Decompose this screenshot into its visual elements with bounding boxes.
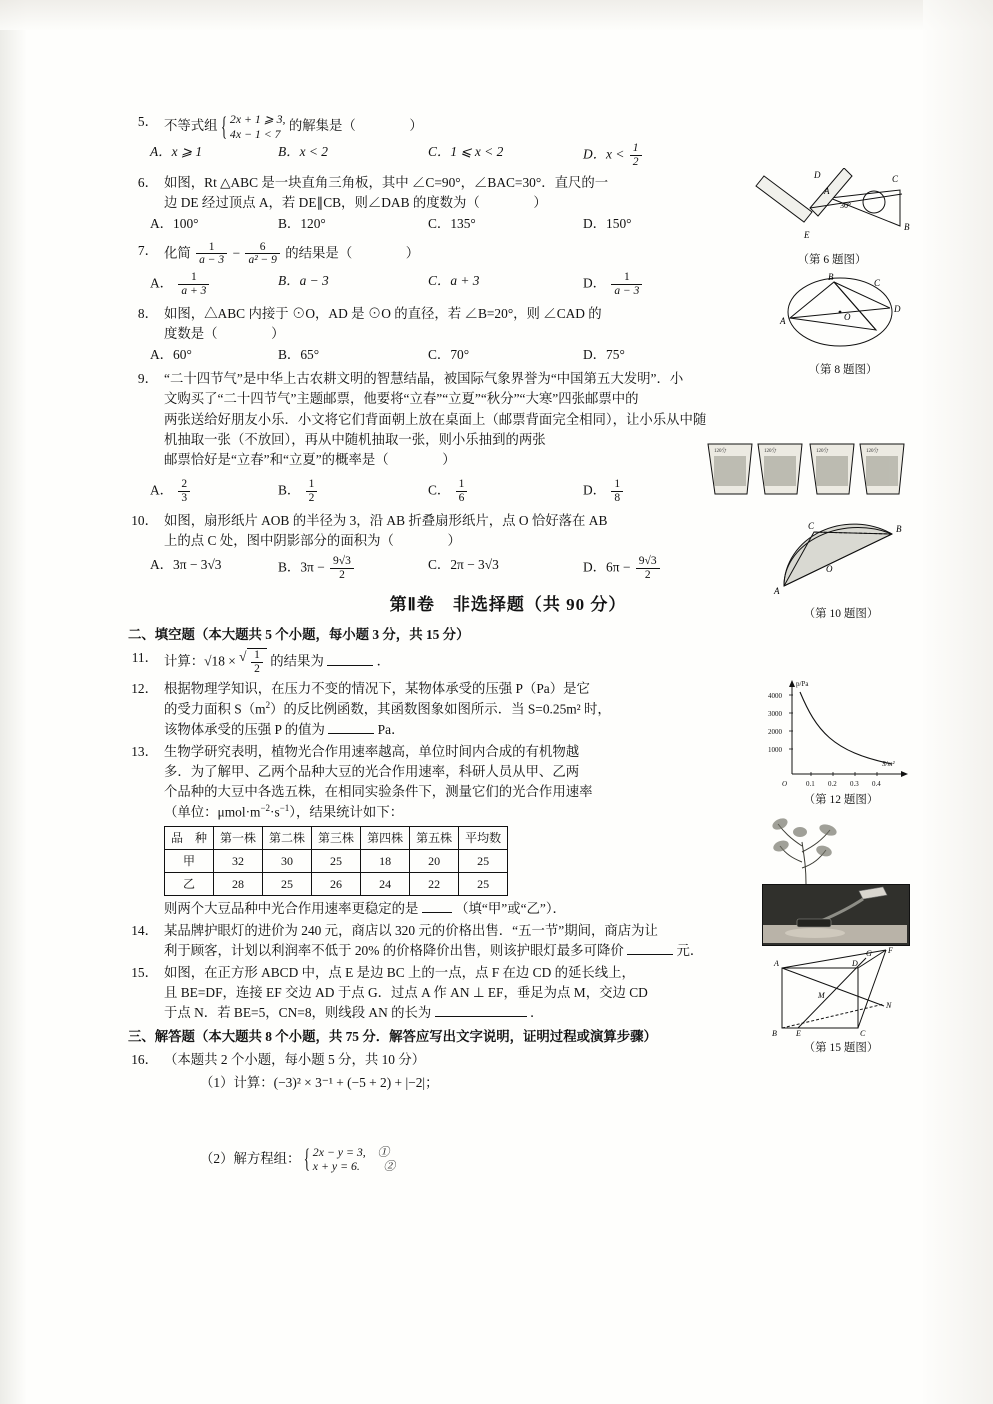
scan-shadow-right	[923, 0, 993, 1404]
question-line: 如图，△ABC 内接于 ⊙O，AD 是 ⊙O 的直径，若 ∠B=20°，则 ∠CAD 的	[164, 306, 602, 322]
question-number: 6．	[137, 175, 158, 191]
question-line: 机抽取一张（不放回），再从中随机抽取一张，则小乐抽到的两张	[164, 431, 546, 447]
question-line: 如图，扇形纸片 AOB 的半径为 3，沿 AB 折叠扇形纸片，点 O 恰好落在 AB	[164, 512, 608, 528]
svg-text:0.3: 0.3	[850, 780, 859, 788]
table-row	[165, 872, 508, 895]
col-header: 第一株	[214, 826, 263, 849]
option-a: A．x ⩾ 1	[150, 144, 203, 160]
question-number: 10．	[131, 512, 158, 528]
question-number: 7．	[137, 242, 158, 258]
question-line: 上的点 C 处，图中阴影部分的面积为（ ）	[164, 532, 461, 548]
section-2-title: 第Ⅱ卷 非选择题（共 90 分）	[389, 594, 627, 614]
figure-question-13-plant	[766, 812, 846, 886]
svg-text:0.1: 0.1	[806, 780, 815, 788]
fraction: $\frac{1}{a + 3}$	[178, 271, 209, 298]
option-d: D．x < $\frac{1}{2}$	[583, 142, 743, 169]
svg-text:30°: 30°	[840, 201, 852, 210]
question-line: 的受力面积 $S(m^2)$的反比例函数，其函数图象如图所示．当 S=0.25m² 时，	[164, 700, 611, 717]
question-line: 度数是（ ）	[164, 326, 285, 342]
cell: 25	[459, 849, 508, 872]
svg-text:C: C	[860, 1029, 866, 1038]
svg-text:N: N	[886, 1001, 892, 1010]
question-line: 该物体承受的压强 P 的值为 Pa．	[164, 721, 405, 737]
question-number: 16．	[131, 1052, 158, 1068]
options-row	[128, 142, 888, 169]
svg-text:D: D	[894, 304, 901, 314]
question-line: 文购买了“二十四节气”主题邮票，他要将“立春”“立夏”“秋分”“大寒”四张邮票中的	[164, 391, 639, 407]
option-c: C．a + 3	[428, 273, 480, 289]
fraction: $\frac{6}{\text{a² − 9}}$	[245, 241, 279, 268]
col-header: 第二株	[263, 826, 312, 849]
option-a: A． $\frac{2}{3}$	[128, 478, 278, 505]
figure-question-14-lamp-photo	[762, 884, 910, 946]
option-c: C．2π − 3√3	[428, 556, 499, 572]
cell: 24	[361, 872, 410, 895]
option-a: A．100°	[150, 216, 199, 232]
col-header: 第四株	[361, 826, 410, 849]
option-b: B．x < 2	[278, 144, 328, 160]
svg-text:C: C	[808, 521, 815, 531]
options-row	[128, 271, 888, 298]
question-7: 7． 化简 $\frac{1}{a - 3}$ − $\frac{6}{\text{a² − 9}}$ 的结果是（ ） A． $\frac{1}{a + 3}$ B．a − 3 C．a + 3 D． $\frac{1}{a - 3}$	[128, 241, 888, 299]
option-b: B． $\frac{1}{2}$	[278, 478, 428, 505]
soybean-plant-drawing	[766, 812, 846, 886]
question-line: 利于顾客，计划以利润率不低于 20% 的价格降价出售，则该护眼灯最多可降价 元．	[164, 942, 704, 958]
svg-text:0.2: 0.2	[828, 780, 837, 788]
figure-question-15	[766, 946, 916, 1056]
scan-shadow-left	[0, 0, 26, 1404]
question-part-1: （1）计算：(−3)² × 3⁻¹ + (−5 + 2) + |−2|；	[200, 1074, 439, 1090]
figure-6-caption: （第 6 题图）	[797, 254, 867, 266]
col-header: 平均数	[459, 826, 508, 849]
fraction: $\frac{1}{a - 3}$	[611, 271, 642, 298]
stamps-drawing	[706, 440, 912, 498]
cell: 乙	[165, 872, 214, 895]
option-d: D．150°	[583, 216, 632, 232]
svg-text:A: A	[774, 586, 780, 596]
svg-text:A: A	[824, 186, 830, 196]
option-c: C．135°	[428, 216, 476, 232]
svg-text:O: O	[782, 780, 788, 788]
inequality-system: { 2x + 1 ⩾ 3, 4x − 1 < 7	[221, 112, 286, 141]
svg-text:O: O	[826, 564, 833, 574]
figure-12-caption: （第 12 题图）	[803, 794, 879, 806]
svg-text:D: D	[814, 170, 821, 180]
fraction: $\frac{1}{2}$	[630, 142, 642, 169]
svg-text:120分: 120分	[714, 449, 727, 454]
cell: 22	[410, 872, 459, 895]
figure-15-caption: （第 15 题图）	[803, 1042, 879, 1054]
figure-question-10	[766, 520, 916, 620]
question-stem-post: 的结果是（ ）	[285, 245, 420, 260]
cell: 20	[410, 849, 459, 872]
svg-text:C: C	[892, 174, 899, 184]
cell: 32	[214, 849, 263, 872]
question-line: （本题共 2 个小题，每小题 5 分，共 10 分）	[164, 1052, 426, 1068]
question-line: 多．为了解甲、乙两个品种大豆的光合作用速率，科研人员从甲、乙两	[164, 763, 580, 779]
svg-text:0.4: 0.4	[872, 780, 881, 788]
svg-text:B: B	[828, 272, 834, 282]
question-line: 个品种的大豆中各选五株，在相同实验条件下，测量它们的光合作用速率	[164, 784, 593, 800]
svg-text:E: E	[796, 1029, 801, 1038]
fraction: $\frac{1}{a - 3}$	[196, 241, 227, 268]
option-b: B．a − 3	[278, 273, 329, 289]
svg-text:S/m²: S/m²	[882, 760, 895, 768]
question-line: （单位：$\mu mol\cdot m^{-2}\cdot s^{-1}$），结果统计如下：	[164, 803, 404, 820]
square-root	[239, 648, 267, 676]
cell: 25	[459, 872, 508, 895]
cell: 26	[312, 872, 361, 895]
figure-question-8	[778, 272, 908, 376]
svg-text:B: B	[896, 524, 902, 534]
option-c: C．1 ⩽ x < 2	[428, 144, 504, 160]
option-a: A．60°	[150, 347, 192, 363]
cell: 25	[263, 872, 312, 895]
question-line: 邮票恰好是“立春”和“立夏”的概率是（ ）	[164, 451, 456, 467]
answer-blank[interactable]	[327, 653, 373, 666]
question-number: 8．	[137, 306, 158, 322]
option-b: B．3π − $\frac{9√3}{2}$	[278, 555, 428, 582]
option-b: B．120°	[278, 216, 326, 232]
question-line: 则两个大豆品种中光合作用速率更稳定的是 （填“甲”或“乙”）．	[164, 900, 566, 916]
question-11: 11． 计算：√18 × √ $\frac{1}{2}$ 的结果为 ．	[128, 648, 888, 676]
question-number: 11．	[131, 650, 158, 666]
question-line: 某品牌护眼灯的进价为 240 元，商店以 320 元的价格出售．“五一节”期间，商店为让	[164, 922, 658, 938]
figure-10-caption: （第 10 题图）	[803, 608, 879, 620]
svg-text:p/Pa: p/Pa	[796, 680, 809, 688]
question-16	[128, 1050, 888, 1174]
question-number: 13．	[131, 743, 158, 759]
fraction: $\frac{2}{3}$	[178, 478, 190, 505]
fill-in-section-heading: 二、填空题（本大题共 5 个小题，每小题 3 分，共 15 分）	[128, 627, 470, 643]
figure-6-drawing	[752, 168, 912, 250]
col-header: 第五株	[410, 826, 459, 849]
answer-blank[interactable]	[627, 942, 673, 955]
question-line: 两张送给好朋友小乐．小文将它们背面朝上放在桌面上（邮票背面完全相同），让小乐从中随	[164, 411, 707, 427]
figure-question-6	[752, 168, 912, 266]
svg-text:F: F	[888, 946, 893, 955]
fraction: $\frac{1}{2}$	[306, 478, 318, 505]
scan-shadow-top	[0, 0, 993, 30]
table-row	[165, 849, 508, 872]
question-line: 根据物理学知识，在压力不变的情况下，某物体承受的压强 P（Pa）是它	[164, 681, 590, 696]
figure-question-12	[766, 676, 916, 812]
svg-text:120分: 120分	[764, 449, 777, 454]
col-header: 品 种	[165, 826, 214, 849]
figure-question-9-stamps	[706, 440, 912, 498]
option-a: A． $\frac{1}{a + 3}$	[128, 271, 278, 298]
option-d: D．75°	[583, 347, 625, 363]
question-stem-post: 的解集是（ ）	[288, 117, 423, 133]
col-header: 第三株	[312, 826, 361, 849]
option-d: D． $\frac{1}{8}$	[583, 478, 743, 505]
equation-system: { 2x − y = 3, ① x + y = 6. ②	[304, 1145, 395, 1174]
option-b: B．65°	[278, 347, 320, 363]
question-stem: 化简	[164, 245, 191, 260]
answer-blank[interactable]	[328, 721, 374, 734]
svg-text:C: C	[874, 278, 881, 288]
question-number: 14．	[131, 922, 158, 938]
cell: 28	[214, 872, 263, 895]
question-part-2: （2）解方程组： { 2x − y = 3, ① x + y = 6. ②	[200, 1145, 888, 1174]
question-line: “二十四节气”是中华上古农耕文明的智慧结晶，被国际气象界誉为“中国第五大发明”．小	[164, 371, 684, 387]
figure-15-drawing	[766, 946, 912, 1038]
svg-text:4000: 4000	[768, 692, 782, 700]
cell: 30	[263, 849, 312, 872]
figure-8-drawing	[778, 272, 908, 356]
fraction: $\frac{9√3}{2}$	[330, 555, 354, 582]
svg-text:E: E	[804, 230, 810, 240]
svg-text:3000: 3000	[768, 710, 782, 718]
question-5	[128, 112, 888, 169]
cell: 18	[361, 849, 410, 872]
question-number: 9．	[137, 371, 158, 387]
question-line: 且 BE=DF，连接 EF 交边 AD 于点 G．过点 A 作 AN ⊥ EF，垂足为点 M，交边 CD	[164, 985, 648, 1001]
svg-text:M: M	[818, 991, 825, 1000]
figure-12-chart	[766, 676, 916, 794]
question-number: 5．	[137, 114, 158, 129]
question-line: 边 DE 经过顶点 A，若 DE∥CB，则∠DAB 的度数为（ ）	[164, 195, 547, 211]
question-line: 生物学研究表明，植物光合作用速率越高，单位时间内合成的有机物越	[164, 743, 580, 759]
option-c: C． $\frac{1}{6}$	[428, 478, 583, 505]
svg-text:G: G	[866, 949, 872, 958]
figure-10-drawing	[766, 520, 916, 598]
svg-text:A: A	[774, 959, 779, 968]
figure-8-caption: （第 8 题图）	[808, 364, 878, 376]
svg-text:B: B	[772, 1029, 777, 1038]
solve-section-heading: 三、解答题（本大题共 8 个小题，共 75 分．解答应写出文字说明，证明过程或演算步骤）	[128, 1029, 657, 1045]
svg-text:2000: 2000	[768, 728, 782, 736]
question-number: 15．	[131, 965, 158, 981]
cell: 甲	[165, 849, 214, 872]
cell: 25	[312, 849, 361, 872]
svg-text:120分: 120分	[816, 449, 829, 454]
question-8	[128, 304, 888, 365]
svg-text:O: O	[844, 312, 851, 322]
question-stem: 计算：√18 ×	[164, 653, 236, 669]
options-row	[128, 345, 888, 365]
fraction: $\frac{1}{8}$	[611, 478, 623, 505]
option-d: D． $\frac{1}{a - 3}$	[583, 271, 743, 298]
option-a: A．3π − 3√3	[150, 556, 222, 572]
answer-blank[interactable]	[422, 900, 452, 913]
option-c: C．70°	[428, 347, 470, 363]
svg-text:1000: 1000	[768, 746, 782, 754]
question-line: 如图，Rt △ABC 是一块直角三角板，其中 ∠C=90°，∠BAC=30°．直尺的一	[164, 175, 609, 191]
option-d: D．6π − $\frac{9√3}{2}$	[583, 555, 743, 582]
soybean-data-table	[164, 826, 508, 896]
fraction: $\frac{9√3}{2}$	[636, 555, 660, 582]
eye-lamp-photo	[763, 885, 907, 943]
table-header-row	[165, 826, 508, 849]
svg-text:120分: 120分	[866, 449, 879, 454]
question-line: 如图，在正方形 ABCD 中，点 E 是边 BC 上的一点，点 F 在边 CD 的延长线上，	[164, 965, 635, 981]
svg-text:B: B	[904, 222, 910, 232]
svg-text:D: D	[852, 959, 858, 968]
fraction: √ $\frac{1}{2}$	[251, 649, 263, 676]
svg-text:A: A	[780, 316, 786, 326]
answer-blank[interactable]	[435, 1004, 527, 1017]
fraction: $\frac{1}{6}$	[456, 478, 468, 505]
question-stem: 不等式组	[164, 117, 218, 133]
question-number: 12．	[131, 681, 158, 696]
question-line: 于点 N．若 BE=5，CN=8，则线段 AN 的长为 ．	[164, 1005, 544, 1021]
